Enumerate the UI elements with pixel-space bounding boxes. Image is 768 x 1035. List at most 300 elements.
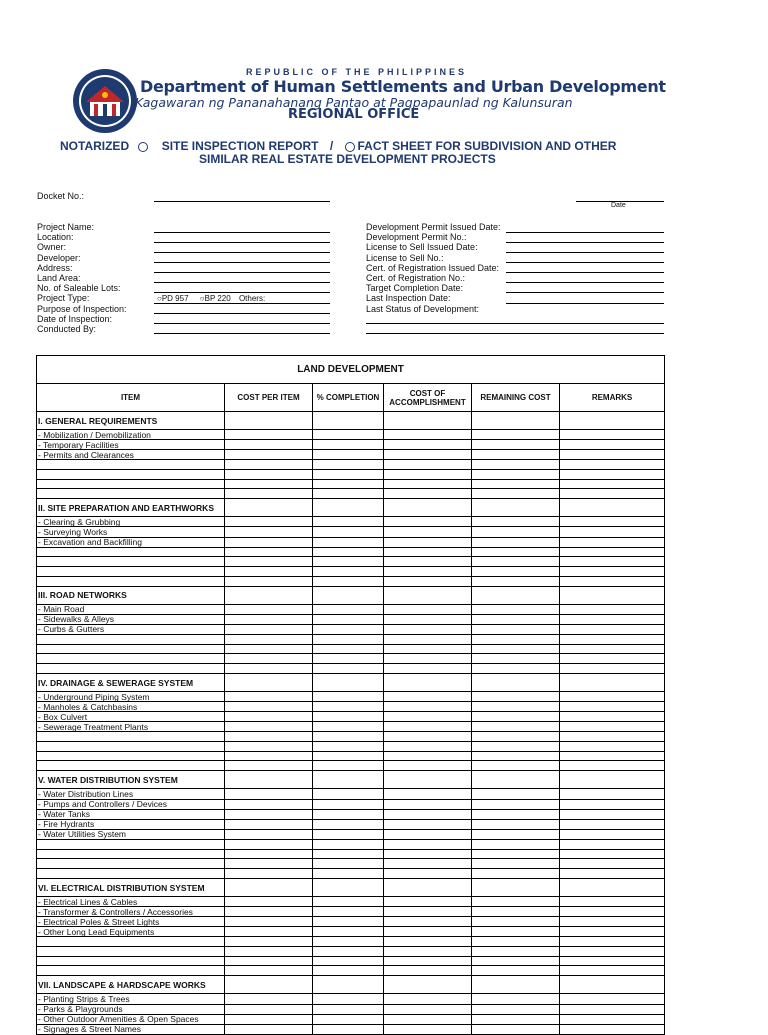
cell-input[interactable] <box>472 479 560 489</box>
cell-input[interactable] <box>472 927 560 937</box>
cell-input[interactable] <box>472 966 560 976</box>
cell-input[interactable] <box>384 576 472 586</box>
cell-input[interactable] <box>225 517 313 527</box>
cell-input[interactable] <box>384 527 472 537</box>
cell-input[interactable] <box>384 879 472 897</box>
input-line-developer[interactable] <box>154 262 330 263</box>
cell-input[interactable] <box>472 469 560 479</box>
cell-input[interactable] <box>225 937 313 947</box>
cell-input[interactable] <box>313 527 384 537</box>
cell-input[interactable] <box>472 576 560 586</box>
cell-input[interactable] <box>384 499 472 517</box>
cell-input[interactable] <box>313 624 384 634</box>
cell-input[interactable] <box>225 576 313 586</box>
cell-input[interactable] <box>313 517 384 527</box>
input-line-lts-issued-date[interactable] <box>506 252 664 253</box>
cell-input[interactable] <box>225 947 313 957</box>
cell-input[interactable] <box>472 976 560 994</box>
cell-input[interactable] <box>313 947 384 957</box>
cell-input[interactable] <box>225 547 313 557</box>
cell-input[interactable] <box>225 907 313 917</box>
input-line-saleable-lots[interactable] <box>154 292 330 293</box>
cell-input[interactable] <box>225 557 313 567</box>
cell-input[interactable] <box>384 722 472 732</box>
cell-input[interactable] <box>313 547 384 557</box>
cell-input[interactable] <box>313 809 384 819</box>
cell-input[interactable] <box>384 789 472 799</box>
cell-input[interactable] <box>225 771 313 789</box>
cell-input[interactable] <box>472 751 560 761</box>
input-line-address[interactable] <box>154 272 330 273</box>
input-line-cr-issued-date[interactable] <box>506 272 664 273</box>
cell-input[interactable] <box>225 809 313 819</box>
cell-input[interactable] <box>560 537 665 547</box>
cell-input[interactable] <box>225 879 313 897</box>
cell-input[interactable] <box>313 644 384 654</box>
cell-input[interactable] <box>472 869 560 879</box>
cell-input[interactable] <box>225 1004 313 1014</box>
input-line-dp-no[interactable] <box>506 242 664 243</box>
cell-input[interactable] <box>472 702 560 712</box>
cell-input[interactable] <box>313 994 384 1004</box>
cell-input[interactable] <box>560 460 665 470</box>
cell-input[interactable] <box>560 897 665 907</box>
cell-input[interactable] <box>313 440 384 450</box>
cell-input[interactable] <box>225 829 313 839</box>
cell-input[interactable] <box>313 966 384 976</box>
cell-input[interactable] <box>560 937 665 947</box>
cell-input[interactable] <box>472 907 560 917</box>
cell-input[interactable] <box>384 450 472 460</box>
cell-input[interactable] <box>472 849 560 859</box>
pd957-radio-icon[interactable]: ○ <box>157 294 162 303</box>
cell-input[interactable] <box>225 839 313 849</box>
cell-input[interactable] <box>313 917 384 927</box>
cell-input[interactable] <box>225 567 313 577</box>
cell-input[interactable] <box>225 799 313 809</box>
cell-input[interactable] <box>313 712 384 722</box>
input-line-owner[interactable] <box>154 252 330 253</box>
cell-input[interactable] <box>560 849 665 859</box>
cell-input[interactable] <box>560 557 665 567</box>
input-line-land-area[interactable] <box>154 282 330 283</box>
cell-input[interactable] <box>472 897 560 907</box>
cell-input[interactable] <box>560 947 665 957</box>
cell-input[interactable] <box>384 547 472 557</box>
cell-input[interactable] <box>560 576 665 586</box>
cell-input[interactable] <box>560 712 665 722</box>
cell-input[interactable] <box>225 489 313 499</box>
cell-input[interactable] <box>472 742 560 752</box>
cell-input[interactable] <box>384 702 472 712</box>
cell-input[interactable] <box>560 1004 665 1014</box>
cell-input[interactable] <box>472 614 560 624</box>
cell-input[interactable] <box>225 527 313 537</box>
cell-input[interactable] <box>384 567 472 577</box>
input-line-cr-no[interactable] <box>506 282 664 283</box>
cell-input[interactable] <box>472 789 560 799</box>
cell-input[interactable] <box>472 712 560 722</box>
cell-input[interactable] <box>313 722 384 732</box>
cell-input[interactable] <box>225 751 313 761</box>
input-line-conducted-by[interactable] <box>154 333 330 334</box>
cell-input[interactable] <box>560 994 665 1004</box>
cell-input[interactable] <box>384 430 472 440</box>
cell-input[interactable] <box>225 664 313 674</box>
cell-input[interactable] <box>560 732 665 742</box>
cell-input[interactable] <box>472 917 560 927</box>
cell-input[interactable] <box>313 586 384 604</box>
cell-input[interactable] <box>472 664 560 674</box>
cell-input[interactable] <box>560 692 665 702</box>
cell-input[interactable] <box>384 537 472 547</box>
input-line-dp-issued-date[interactable] <box>506 232 664 233</box>
cell-input[interactable] <box>384 819 472 829</box>
cell-input[interactable] <box>560 789 665 799</box>
cell-input[interactable] <box>472 499 560 517</box>
cell-input[interactable] <box>384 976 472 994</box>
cell-input[interactable] <box>472 557 560 567</box>
cell-input[interactable] <box>472 771 560 789</box>
input-line-date-inspection[interactable] <box>154 323 330 324</box>
cell-input[interactable] <box>384 799 472 809</box>
cell-input[interactable] <box>384 917 472 927</box>
cell-input[interactable] <box>384 712 472 722</box>
cell-input[interactable] <box>472 1014 560 1024</box>
cell-input[interactable] <box>225 1014 313 1024</box>
cell-input[interactable] <box>560 819 665 829</box>
cell-input[interactable] <box>313 732 384 742</box>
cell-input[interactable] <box>384 614 472 624</box>
cell-input[interactable] <box>225 479 313 489</box>
cell-input[interactable] <box>560 586 665 604</box>
cell-input[interactable] <box>472 809 560 819</box>
cell-input[interactable] <box>560 879 665 897</box>
cell-input[interactable] <box>313 829 384 839</box>
cell-input[interactable] <box>560 809 665 819</box>
cell-input[interactable] <box>384 956 472 966</box>
cell-input[interactable] <box>225 450 313 460</box>
cell-input[interactable] <box>313 742 384 752</box>
cell-input[interactable] <box>384 692 472 702</box>
cell-input[interactable] <box>384 479 472 489</box>
cell-input[interactable] <box>384 604 472 614</box>
cell-input[interactable] <box>472 412 560 430</box>
cell-input[interactable] <box>472 732 560 742</box>
input-line-project-name[interactable] <box>154 232 330 233</box>
cell-input[interactable] <box>560 614 665 624</box>
cell-input[interactable] <box>384 586 472 604</box>
cell-input[interactable] <box>225 440 313 450</box>
cell-input[interactable] <box>472 547 560 557</box>
cell-input[interactable] <box>225 692 313 702</box>
cell-input[interactable] <box>472 879 560 897</box>
docket-input-line[interactable] <box>154 201 330 202</box>
cell-input[interactable] <box>225 604 313 614</box>
cell-input[interactable] <box>384 1014 472 1024</box>
cell-input[interactable] <box>472 517 560 527</box>
cell-input[interactable] <box>560 869 665 879</box>
cell-input[interactable] <box>225 761 313 771</box>
cell-input[interactable] <box>560 976 665 994</box>
input-line-project-type[interactable] <box>154 303 330 304</box>
cell-input[interactable] <box>313 692 384 702</box>
cell-input[interactable] <box>560 742 665 752</box>
cell-input[interactable] <box>313 771 384 789</box>
cell-input[interactable] <box>472 1004 560 1014</box>
cell-input[interactable] <box>313 674 384 692</box>
cell-input[interactable] <box>472 440 560 450</box>
cell-input[interactable] <box>225 712 313 722</box>
cell-input[interactable] <box>313 604 384 614</box>
cell-input[interactable] <box>472 537 560 547</box>
cell-input[interactable] <box>560 644 665 654</box>
cell-input[interactable] <box>384 644 472 654</box>
cell-input[interactable] <box>313 499 384 517</box>
cell-input[interactable] <box>225 859 313 869</box>
cell-input[interactable] <box>225 897 313 907</box>
cell-input[interactable] <box>313 450 384 460</box>
cell-input[interactable] <box>313 859 384 869</box>
cell-input[interactable] <box>313 819 384 829</box>
cell-input[interactable] <box>472 799 560 809</box>
cell-input[interactable] <box>560 624 665 634</box>
cell-input[interactable] <box>313 897 384 907</box>
cell-input[interactable] <box>313 664 384 674</box>
cell-input[interactable] <box>384 947 472 957</box>
cell-input[interactable] <box>472 644 560 654</box>
input-line-lts-no[interactable] <box>506 262 664 263</box>
cell-input[interactable] <box>560 450 665 460</box>
cell-input[interactable] <box>560 761 665 771</box>
cell-input[interactable] <box>225 742 313 752</box>
cell-input[interactable] <box>560 479 665 489</box>
cell-input[interactable] <box>225 634 313 644</box>
cell-input[interactable] <box>313 557 384 567</box>
cell-input[interactable] <box>313 1004 384 1014</box>
cell-input[interactable] <box>560 1024 665 1034</box>
cell-input[interactable] <box>313 869 384 879</box>
cell-input[interactable] <box>384 469 472 479</box>
cell-input[interactable] <box>313 576 384 586</box>
input-line-location[interactable] <box>154 242 330 243</box>
cell-input[interactable] <box>384 994 472 1004</box>
cell-input[interactable] <box>384 771 472 789</box>
cell-input[interactable] <box>313 479 384 489</box>
cell-input[interactable] <box>472 994 560 1004</box>
cell-input[interactable] <box>560 956 665 966</box>
cell-input[interactable] <box>472 624 560 634</box>
cell-input[interactable] <box>472 654 560 664</box>
cell-input[interactable] <box>225 956 313 966</box>
cell-input[interactable] <box>313 761 384 771</box>
cell-input[interactable] <box>472 450 560 460</box>
input-line-last-status-2[interactable] <box>366 333 664 334</box>
cell-input[interactable] <box>472 819 560 829</box>
cell-input[interactable] <box>560 567 665 577</box>
cell-input[interactable] <box>384 937 472 947</box>
cell-input[interactable] <box>313 537 384 547</box>
cell-input[interactable] <box>560 547 665 557</box>
cell-input[interactable] <box>560 722 665 732</box>
cell-input[interactable] <box>313 799 384 809</box>
cell-input[interactable] <box>472 947 560 957</box>
cell-input[interactable] <box>472 586 560 604</box>
cell-input[interactable] <box>313 412 384 430</box>
cell-input[interactable] <box>472 722 560 732</box>
cell-input[interactable] <box>225 732 313 742</box>
notarized-radio[interactable] <box>138 142 148 152</box>
cell-input[interactable] <box>225 644 313 654</box>
cell-input[interactable] <box>560 839 665 849</box>
cell-input[interactable] <box>225 674 313 692</box>
cell-input[interactable] <box>384 634 472 644</box>
cell-input[interactable] <box>560 927 665 937</box>
cell-input[interactable] <box>225 586 313 604</box>
cell-input[interactable] <box>225 412 313 430</box>
cell-input[interactable] <box>225 869 313 879</box>
cell-input[interactable] <box>313 839 384 849</box>
cell-input[interactable] <box>313 489 384 499</box>
cell-input[interactable] <box>472 761 560 771</box>
cell-input[interactable] <box>472 839 560 849</box>
cell-input[interactable] <box>384 412 472 430</box>
cell-input[interactable] <box>225 966 313 976</box>
cell-input[interactable] <box>225 537 313 547</box>
cell-input[interactable] <box>384 966 472 976</box>
cell-input[interactable] <box>560 702 665 712</box>
cell-input[interactable] <box>560 966 665 976</box>
cell-input[interactable] <box>313 751 384 761</box>
cell-input[interactable] <box>560 527 665 537</box>
cell-input[interactable] <box>560 751 665 761</box>
cell-input[interactable] <box>384 489 472 499</box>
cell-input[interactable] <box>384 517 472 527</box>
cell-input[interactable] <box>560 634 665 644</box>
cell-input[interactable] <box>560 674 665 692</box>
cell-input[interactable] <box>225 624 313 634</box>
input-line-target-completion[interactable] <box>506 292 664 293</box>
cell-input[interactable] <box>313 956 384 966</box>
input-line-purpose[interactable] <box>154 313 330 314</box>
cell-input[interactable] <box>384 849 472 859</box>
cell-input[interactable] <box>225 430 313 440</box>
cell-input[interactable] <box>384 440 472 450</box>
cell-input[interactable] <box>384 839 472 849</box>
cell-input[interactable] <box>384 829 472 839</box>
cell-input[interactable] <box>384 624 472 634</box>
cell-input[interactable] <box>384 751 472 761</box>
cell-input[interactable] <box>384 664 472 674</box>
cell-input[interactable] <box>384 869 472 879</box>
cell-input[interactable] <box>384 1004 472 1014</box>
cell-input[interactable] <box>384 907 472 917</box>
cell-input[interactable] <box>560 907 665 917</box>
cell-input[interactable] <box>313 907 384 917</box>
cell-input[interactable] <box>313 654 384 664</box>
cell-input[interactable] <box>225 819 313 829</box>
cell-input[interactable] <box>472 859 560 869</box>
cell-input[interactable] <box>225 654 313 664</box>
cell-input[interactable] <box>472 692 560 702</box>
cell-input[interactable] <box>384 897 472 907</box>
cell-input[interactable] <box>472 937 560 947</box>
cell-input[interactable] <box>313 567 384 577</box>
cell-input[interactable] <box>225 499 313 517</box>
cell-input[interactable] <box>472 460 560 470</box>
cell-input[interactable] <box>560 469 665 479</box>
cell-input[interactable] <box>384 859 472 869</box>
cell-input[interactable] <box>472 430 560 440</box>
cell-input[interactable] <box>313 879 384 897</box>
cell-input[interactable] <box>472 567 560 577</box>
cell-input[interactable] <box>560 859 665 869</box>
input-line-last-inspection[interactable] <box>506 303 664 304</box>
cell-input[interactable] <box>560 412 665 430</box>
cell-input[interactable] <box>560 499 665 517</box>
cell-input[interactable] <box>313 430 384 440</box>
cell-input[interactable] <box>560 917 665 927</box>
cell-input[interactable] <box>560 430 665 440</box>
cell-input[interactable] <box>225 927 313 937</box>
cell-input[interactable] <box>560 654 665 664</box>
cell-input[interactable] <box>384 761 472 771</box>
cell-input[interactable] <box>472 634 560 644</box>
cell-input[interactable] <box>313 849 384 859</box>
bp220-radio-icon[interactable]: ○ <box>199 294 205 303</box>
cell-input[interactable] <box>560 489 665 499</box>
cell-input[interactable] <box>225 849 313 859</box>
cell-input[interactable] <box>313 789 384 799</box>
cell-input[interactable] <box>384 654 472 664</box>
cell-input[interactable] <box>225 614 313 624</box>
cell-input[interactable] <box>472 527 560 537</box>
cell-input[interactable] <box>560 664 665 674</box>
cell-input[interactable] <box>313 460 384 470</box>
input-line-last-status-1[interactable] <box>366 323 664 324</box>
cell-input[interactable] <box>225 994 313 1004</box>
cell-input[interactable] <box>313 469 384 479</box>
cell-input[interactable] <box>472 674 560 692</box>
cell-input[interactable] <box>313 1024 384 1034</box>
cell-input[interactable] <box>384 460 472 470</box>
cell-input[interactable] <box>225 460 313 470</box>
cell-input[interactable] <box>560 517 665 527</box>
cell-input[interactable] <box>384 927 472 937</box>
cell-input[interactable] <box>472 956 560 966</box>
cell-input[interactable] <box>225 469 313 479</box>
cell-input[interactable] <box>384 742 472 752</box>
cell-input[interactable] <box>225 722 313 732</box>
cell-input[interactable] <box>560 440 665 450</box>
cell-input[interactable] <box>225 976 313 994</box>
cell-input[interactable] <box>560 604 665 614</box>
cell-input[interactable] <box>560 799 665 809</box>
cell-input[interactable] <box>384 732 472 742</box>
cell-input[interactable] <box>313 937 384 947</box>
cell-input[interactable] <box>384 809 472 819</box>
cell-input[interactable] <box>313 634 384 644</box>
fact-sheet-radio[interactable] <box>345 142 355 152</box>
cell-input[interactable] <box>225 1024 313 1034</box>
cell-input[interactable] <box>313 1014 384 1024</box>
cell-input[interactable] <box>313 976 384 994</box>
cell-input[interactable] <box>225 702 313 712</box>
cell-input[interactable] <box>472 489 560 499</box>
cell-input[interactable] <box>384 674 472 692</box>
cell-input[interactable] <box>560 1014 665 1024</box>
cell-input[interactable] <box>313 614 384 624</box>
